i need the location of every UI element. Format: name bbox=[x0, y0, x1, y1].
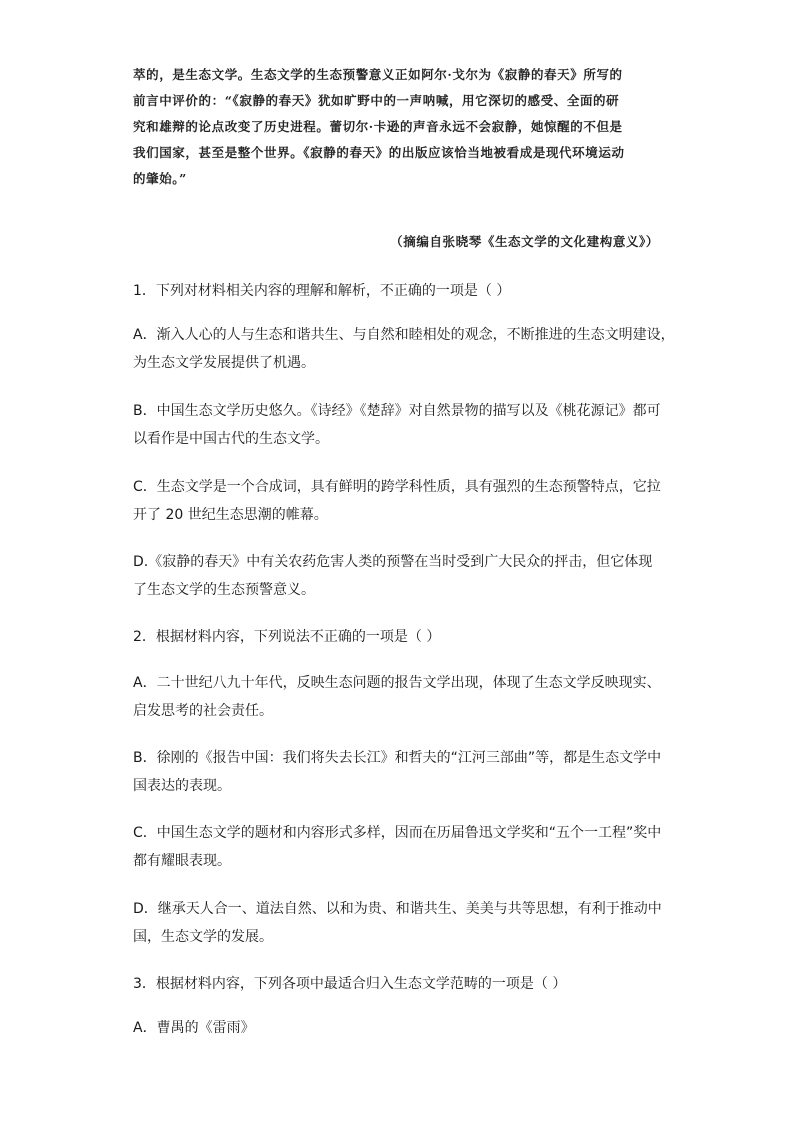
option-line: B．徐刚的《报告中国：我们将失去长江》和哲夫的“江河三部曲”等，都是生态文学中 bbox=[133, 750, 662, 766]
question-3-option-a bbox=[133, 1014, 678, 1042]
option-line: A．渐入人心的人与生态和谐共生、与自然和睦相处的观念，不断推进的生态文明建设， bbox=[133, 327, 675, 343]
passage-line: 萃的，是生态文学。生态文学的生态预警意义正如阿尔·戈尔为《寂静的春天》所写的 bbox=[133, 67, 623, 82]
question-3-stem bbox=[133, 970, 678, 998]
question-1-stem bbox=[133, 277, 678, 305]
option-line: 为生态文学发展提供了机遇。 bbox=[133, 355, 315, 371]
question-2-stem bbox=[133, 623, 678, 651]
option-line: C．中国生态文学的题材和内容形式多样，因而在历届鲁迅文学奖和“五个一工程”奖中 bbox=[133, 825, 662, 841]
option-line: 了生态文学的生态预警意义。 bbox=[133, 582, 315, 598]
question-2-option-c bbox=[133, 819, 678, 875]
option-line: 以看作是中国古代的生态文学。 bbox=[133, 431, 329, 447]
question-2-option-a bbox=[133, 669, 678, 725]
option-line: 开了 20 世纪生态思潮的帷幕。 bbox=[133, 507, 328, 523]
option-line: A．二十世纪八九十年代，反映生态问题的报告文学出现，体现了生态文学反映现实、 bbox=[133, 675, 661, 691]
option-line: 国，生态文学的发展。 bbox=[133, 929, 273, 945]
question-stem: 1．下列对材料相关内容的理解和解析，不正确的一项是（ ） bbox=[133, 283, 511, 299]
option-line: B．中国生态文学历史悠久。《诗经》《楚辞》对自然景物的描写以及《桃花源记》都可 bbox=[133, 403, 661, 419]
option-line: 国表达的表现。 bbox=[133, 778, 231, 794]
passage-line: 前言中评价的：“《寂静的春天》犹如旷野中的一声呐喊，用它深切的感受、全面的研 bbox=[133, 93, 620, 108]
passage-source: （摘编自张晓琴《生态文学的文化建构意义》） bbox=[390, 234, 659, 249]
passage-line: 我们国家，甚至是整个世界。《寂静的春天》的出版应该恰当地被看成是现代环境运动 bbox=[133, 145, 625, 160]
option-line: 启发思考的社会责任。 bbox=[133, 703, 273, 719]
option-line: D.《寂静的春天》中有关农药危害人类的预警在当时受到广大民众的抨击，但它体现 bbox=[133, 554, 653, 570]
question-1-option-a bbox=[133, 321, 678, 377]
passage-line: 究和雄辩的论点改变了历史进程。蕾切尔·卡逊的声音永远不会寂静，她惊醒的不但是 bbox=[133, 119, 623, 134]
passage-text bbox=[133, 62, 673, 192]
question-2-option-d bbox=[133, 895, 678, 951]
question-2-option-b bbox=[133, 744, 678, 800]
passage-line: 的肇始。” bbox=[133, 171, 187, 186]
question-1-option-b bbox=[133, 397, 678, 453]
option-line: D．继承天人合一、道法自然、以和为贵、和谐共生、美美与共等思想，有利于推动中 bbox=[133, 901, 662, 917]
question-stem: 3．根据材料内容，下列各项中最适合归入生态文学范畴的一项是（ ） bbox=[133, 976, 567, 992]
question-1-option-d bbox=[133, 548, 678, 604]
option-line: C．生态文学是一个合成词，具有鲜明的跨学科性质，具有强烈的生态预警特点，它拉 bbox=[133, 479, 661, 495]
option-line: 都有耀眼表现。 bbox=[133, 853, 231, 869]
question-1-option-c bbox=[133, 473, 678, 529]
question-stem: 2．根据材料内容，下列说法不正确的一项是（ ） bbox=[133, 629, 441, 645]
option-line: A．曹禺的《雷雨》 bbox=[133, 1020, 255, 1036]
